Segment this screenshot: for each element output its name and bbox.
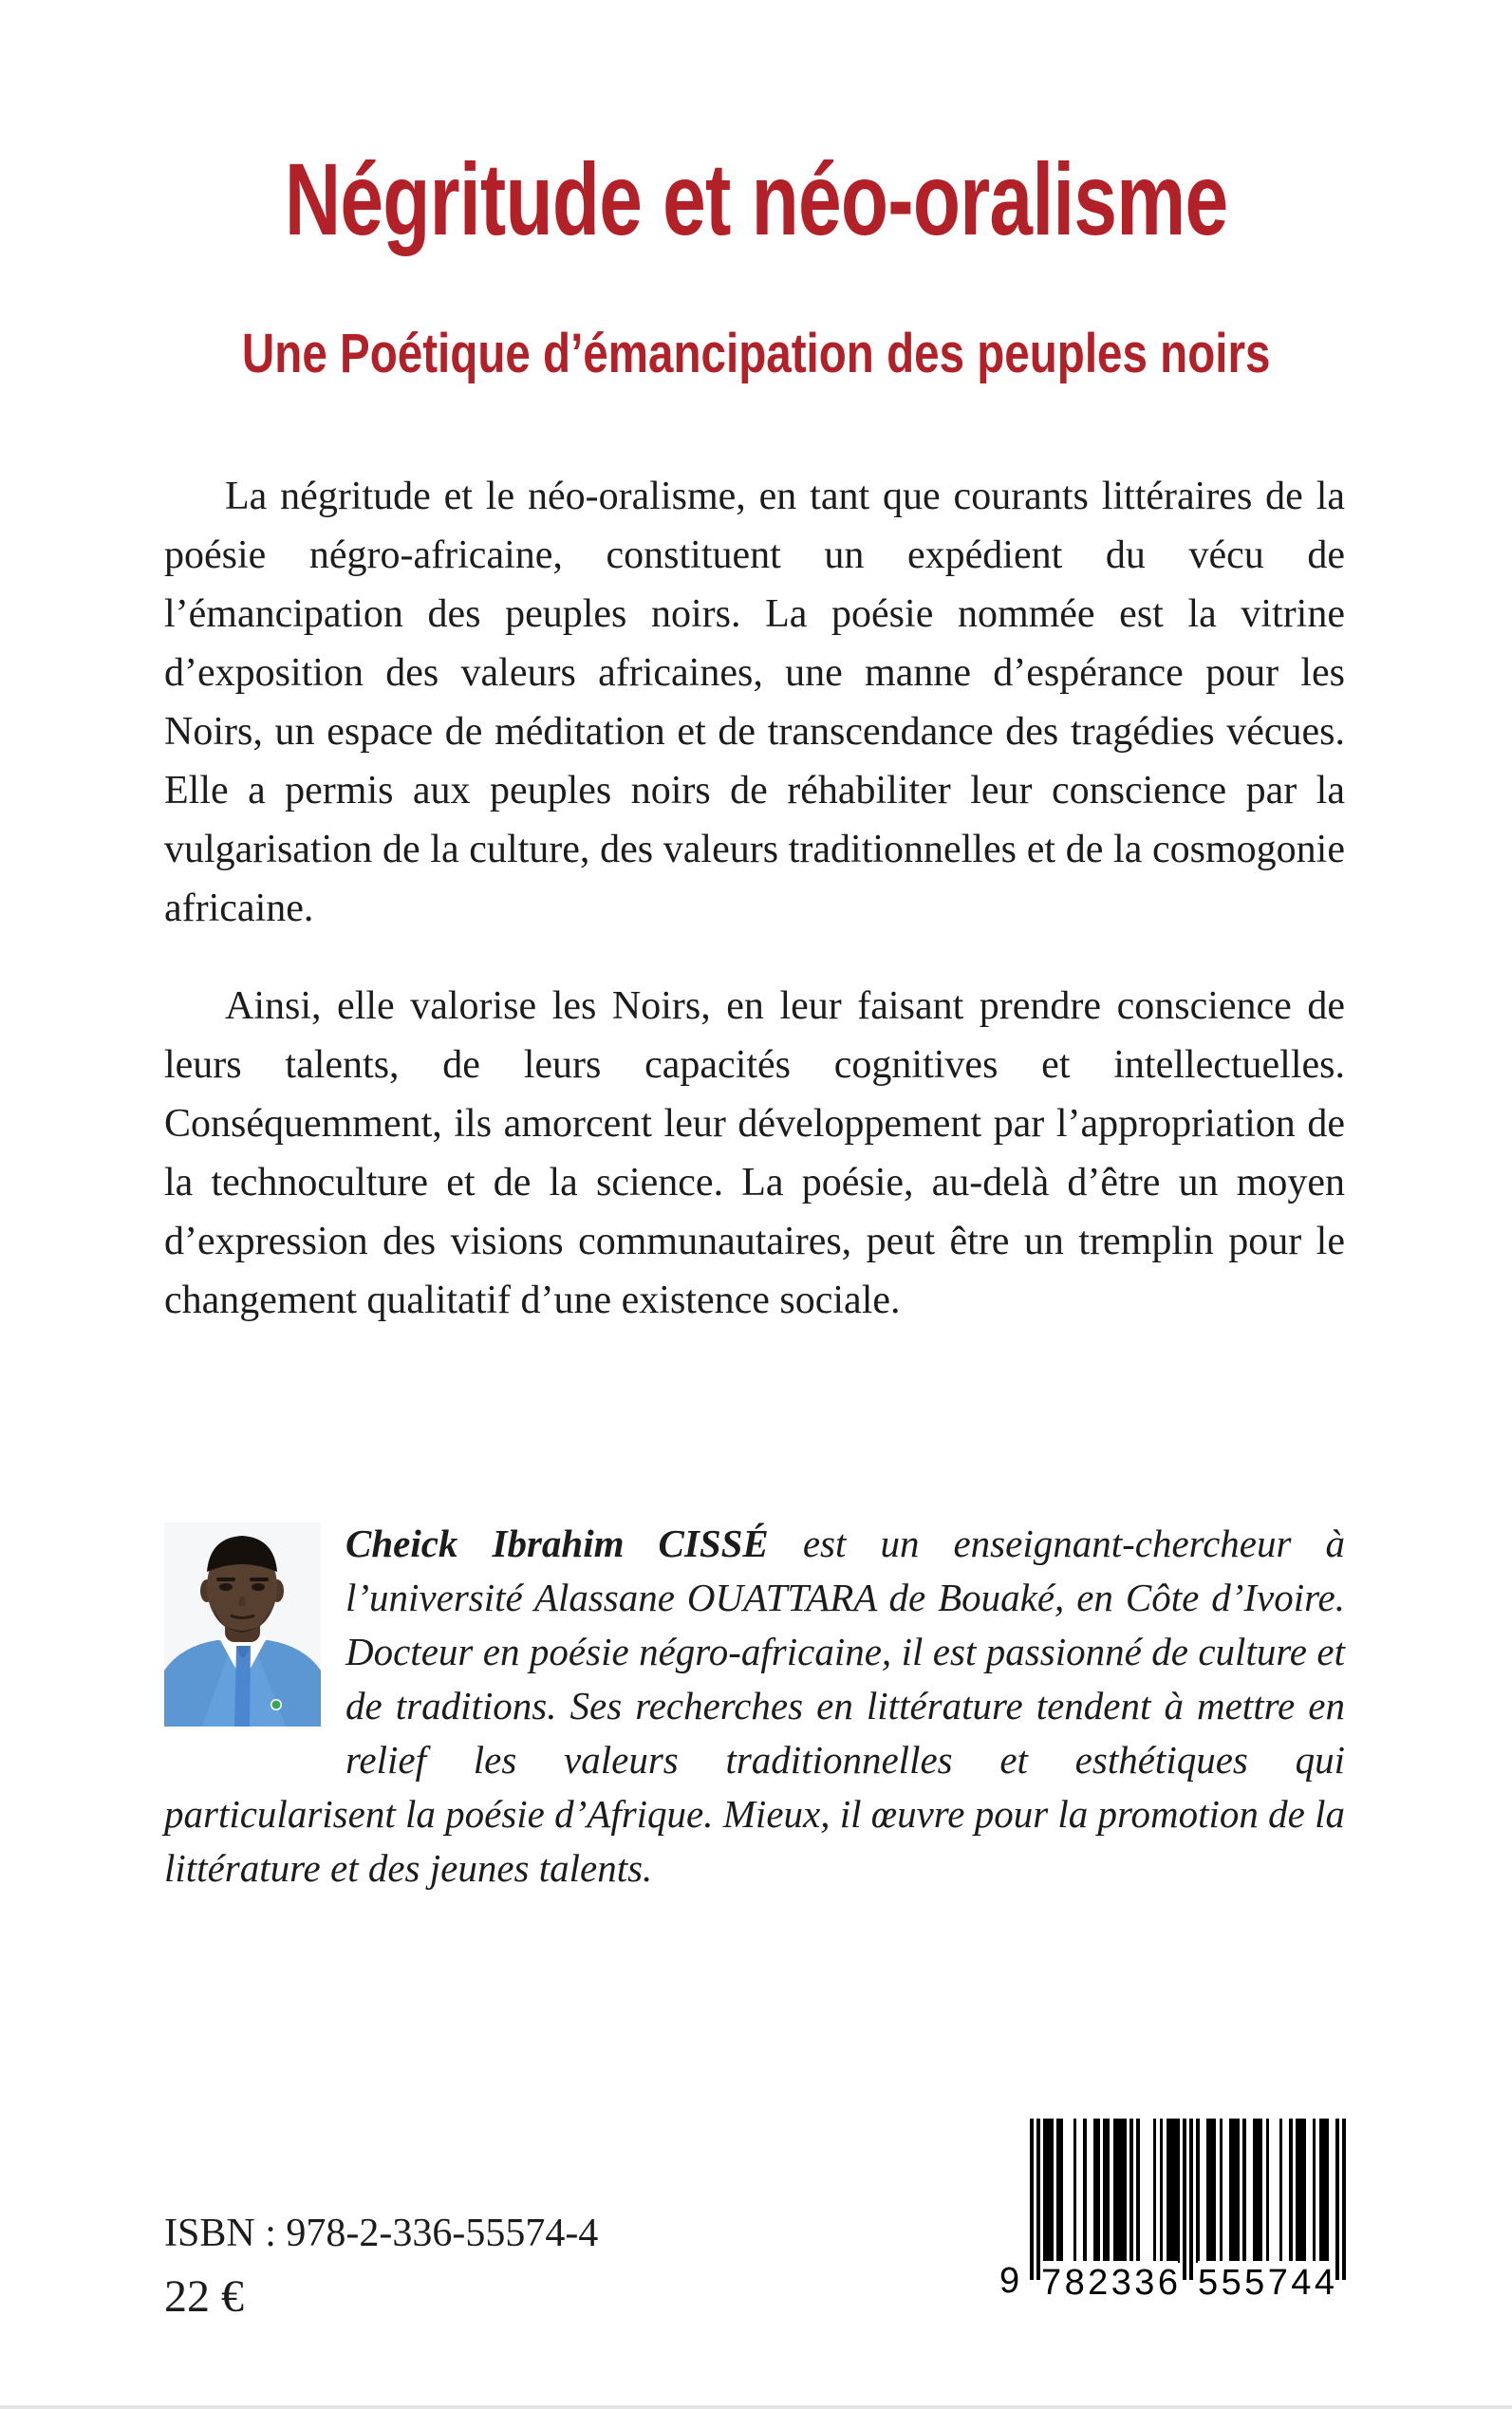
page-title (0, 141, 1512, 256)
synopsis-paragraph-1: La négritude et le néo-oralisme, en tant que courants littéraires de la poésie négro-africaine, constituent un expédient du vécu de l’émancipation des peuples noirs. La poésie nommée est la vitrine d’exposition des valeurs africaines, une manne d’espérance pour les Noirs, un espace de méditation et de transcendance des tragédies vécues. Elle a permis aux peuples noirs de réhabiliter leur conscience par la vulgarisation de la culture, des valeurs traditionnelles et de la cosmogonie africaine. (164, 475, 1345, 930)
author-bio-body: est un enseignant-chercheur à l’université Alassane OUATTARA de Bouaké, en Côte d’Ivoire. Docteur en poésie négro-africaine, il est passionné de culture et de traditions. Ses recherches en littérature tendent à mettre en relief les valeurs traditionnelles et esthétiques qui particularisent la poésie d’Afrique. Mieux, il œuvre pour la promotion de la littérature et des jeunes talents. (164, 1522, 1346, 1890)
author-bio-text (164, 1517, 1345, 1895)
ean13-barcode (999, 2119, 1347, 2303)
barcode-digit: 4 (1291, 2263, 1312, 2303)
book-title: Négritude et néo-oralisme (284, 141, 1228, 256)
barcode-digit-first: 9 (999, 2261, 1020, 2301)
barcode-digit: 5 (1221, 2263, 1241, 2303)
barcode-digit: 4 (1314, 2263, 1335, 2303)
isbn-label: ISBN : 978-2-336-55574-4 (164, 2212, 599, 2255)
barcode-digit: 7 (1041, 2263, 1062, 2303)
book-subtitle: Une Poétique d’émancipation des peuples noirs (241, 323, 1271, 384)
barcode-module (1342, 2119, 1346, 2280)
barcode-digit: 2 (1088, 2263, 1109, 2303)
barcode-digit: 5 (1198, 2263, 1219, 2303)
barcode-digit: 3 (1111, 2263, 1131, 2303)
barcode-bars (1030, 2119, 1346, 2280)
price-label: 22 € (164, 2271, 244, 2322)
barcode-digit: 3 (1134, 2263, 1155, 2303)
barcode-digits-left-group (1041, 2261, 1178, 2301)
barcode-digit: 7 (1267, 2263, 1288, 2303)
barcode-digits-right-group (1198, 2261, 1335, 2301)
synopsis (164, 467, 1345, 1330)
barcode-digit: 8 (1064, 2263, 1085, 2303)
synopsis-paragraph-2: Ainsi, elle valorise les Noirs, en leur faisant prendre conscience de leurs talents, de leurs capacités cognitives et intellectuelles. Conséquemment, ils amorcent leur développement par l’appropriation de la technoculture et de la science. La poésie, au-delà d’être un moyen d’expression des visions communautaires, peut être un tremplin pour le changement qualitatif d’une existence sociale. (164, 984, 1345, 1322)
author-bio (164, 1517, 1345, 1895)
author-photo (164, 1522, 321, 1727)
author-portrait-illustration (164, 1522, 321, 1727)
page-subtitle (0, 323, 1512, 384)
barcode-digit: 6 (1157, 2263, 1178, 2303)
author-name: Cheick Ibrahim CISSÉ (345, 1522, 769, 1565)
barcode-digit: 5 (1244, 2263, 1265, 2303)
